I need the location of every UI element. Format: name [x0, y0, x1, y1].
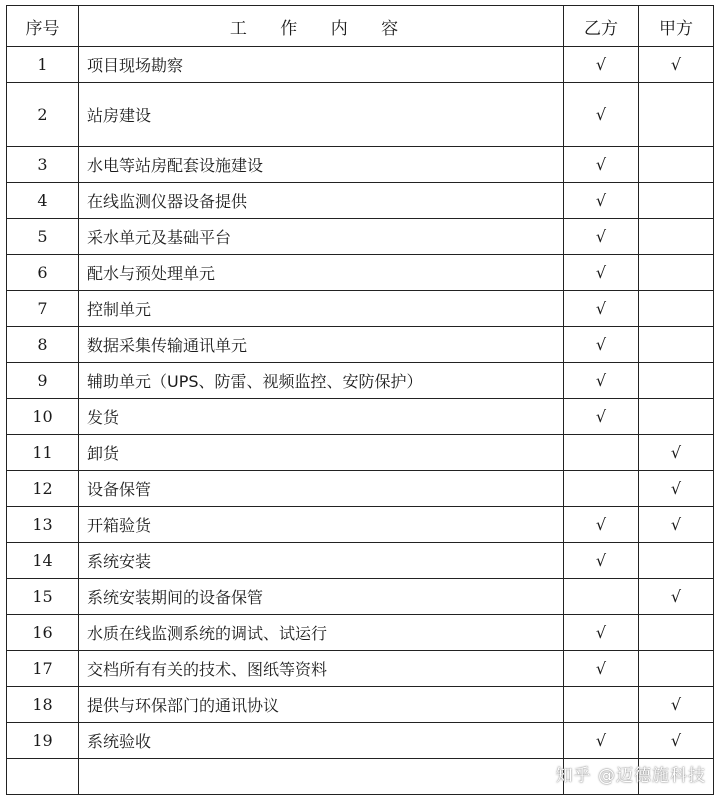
table-row [7, 327, 714, 363]
table-row [7, 651, 714, 687]
row-party-b-check: √ [564, 615, 639, 651]
row-serial-number [7, 759, 79, 795]
row-party-a-check [639, 543, 714, 579]
row-party-b-check [564, 435, 639, 471]
row-party-b-check: √ [564, 255, 639, 291]
row-serial-number: 16 [7, 615, 79, 651]
row-party-b-check: √ [564, 327, 639, 363]
row-serial-number: 8 [7, 327, 79, 363]
table-row [7, 723, 714, 759]
row-serial-number: 14 [7, 543, 79, 579]
row-party-a-check: √ [639, 579, 714, 615]
row-party-a-check [639, 651, 714, 687]
row-party-b-check: √ [564, 651, 639, 687]
table-row [7, 471, 714, 507]
row-party-a-check: √ [639, 471, 714, 507]
row-party-a-check: √ [639, 507, 714, 543]
row-party-b-check [564, 471, 639, 507]
row-work-content: 项目现场勘察 [79, 47, 564, 83]
table-row [7, 83, 714, 147]
row-work-content: 水电等站房配套设施建设 [79, 147, 564, 183]
row-serial-number: 18 [7, 687, 79, 723]
row-serial-number: 11 [7, 435, 79, 471]
row-party-a-check [639, 219, 714, 255]
table-header-row [7, 6, 714, 47]
row-work-content: 控制单元 [79, 291, 564, 327]
row-work-content: 水质在线监测系统的调试、试运行 [79, 615, 564, 651]
table-row [7, 399, 714, 435]
header-work-content: 工 作 内 容 [79, 6, 564, 47]
row-party-a-check [639, 363, 714, 399]
header-serial-number: 序号 [7, 6, 79, 47]
row-work-content: 开箱验货 [79, 507, 564, 543]
row-serial-number: 1 [7, 47, 79, 83]
row-party-a-check [639, 183, 714, 219]
row-work-content: 配水与预处理单元 [79, 255, 564, 291]
table-row [7, 291, 714, 327]
row-party-b-check: √ [564, 83, 639, 147]
table-row [7, 435, 714, 471]
row-party-b-check: √ [564, 147, 639, 183]
row-party-b-check: √ [564, 507, 639, 543]
row-work-content: 提供与环保部门的通讯协议 [79, 687, 564, 723]
row-work-content: 系统安装期间的设备保管 [79, 579, 564, 615]
row-work-content: 在线监测仪器设备提供 [79, 183, 564, 219]
row-serial-number: 6 [7, 255, 79, 291]
row-party-b-check: √ [564, 291, 639, 327]
row-work-content: 站房建设 [79, 83, 564, 147]
table-row [7, 579, 714, 615]
watermark: 知乎 @迈德施科技 [555, 766, 706, 786]
row-serial-number: 4 [7, 183, 79, 219]
table-row [7, 219, 714, 255]
row-party-a-check [639, 83, 714, 147]
header-party-a: 甲方 [639, 6, 714, 47]
row-serial-number: 5 [7, 219, 79, 255]
row-serial-number: 12 [7, 471, 79, 507]
row-party-b-check [564, 687, 639, 723]
table-row [7, 183, 714, 219]
row-party-a-check: √ [639, 435, 714, 471]
row-serial-number: 3 [7, 147, 79, 183]
responsibility-table [6, 5, 714, 795]
row-party-a-check: √ [639, 687, 714, 723]
row-party-b-check: √ [564, 399, 639, 435]
row-serial-number: 2 [7, 83, 79, 147]
row-serial-number: 15 [7, 579, 79, 615]
row-party-b-check: √ [564, 543, 639, 579]
row-party-b-check: √ [564, 723, 639, 759]
table-row [7, 615, 714, 651]
row-serial-number: 13 [7, 507, 79, 543]
header-party-b: 乙方 [564, 6, 639, 47]
row-party-b-check: √ [564, 363, 639, 399]
row-serial-number: 19 [7, 723, 79, 759]
row-party-a-check [639, 291, 714, 327]
table-row [7, 363, 714, 399]
row-party-b-check [564, 579, 639, 615]
row-work-content: 卸货 [79, 435, 564, 471]
row-serial-number: 7 [7, 291, 79, 327]
row-party-b-check: √ [564, 47, 639, 83]
row-party-a-check: √ [639, 723, 714, 759]
row-work-content: 交档所有有关的技术、图纸等资料 [79, 651, 564, 687]
row-party-a-check [639, 615, 714, 651]
row-serial-number: 9 [7, 363, 79, 399]
row-party-a-check [639, 327, 714, 363]
row-party-a-check: √ [639, 47, 714, 83]
table-row [7, 255, 714, 291]
row-work-content: 设备保管 [79, 471, 564, 507]
row-work-content: 发货 [79, 399, 564, 435]
table-row [7, 147, 714, 183]
row-work-content: 数据采集传输通讯单元 [79, 327, 564, 363]
row-party-a-check [639, 147, 714, 183]
row-party-b-check: √ [564, 219, 639, 255]
row-work-content: 采水单元及基础平台 [79, 219, 564, 255]
row-serial-number: 10 [7, 399, 79, 435]
table-row [7, 47, 714, 83]
row-work-content [79, 759, 564, 795]
row-party-b-check: √ [564, 183, 639, 219]
row-serial-number: 17 [7, 651, 79, 687]
table-row [7, 543, 714, 579]
row-work-content: 系统验收 [79, 723, 564, 759]
row-party-a-check [639, 399, 714, 435]
row-work-content: 辅助单元（UPS、防雷、视频监控、安防保护） [79, 363, 564, 399]
row-work-content: 系统安装 [79, 543, 564, 579]
row-party-a-check [639, 255, 714, 291]
table-row [7, 687, 714, 723]
table-row [7, 507, 714, 543]
